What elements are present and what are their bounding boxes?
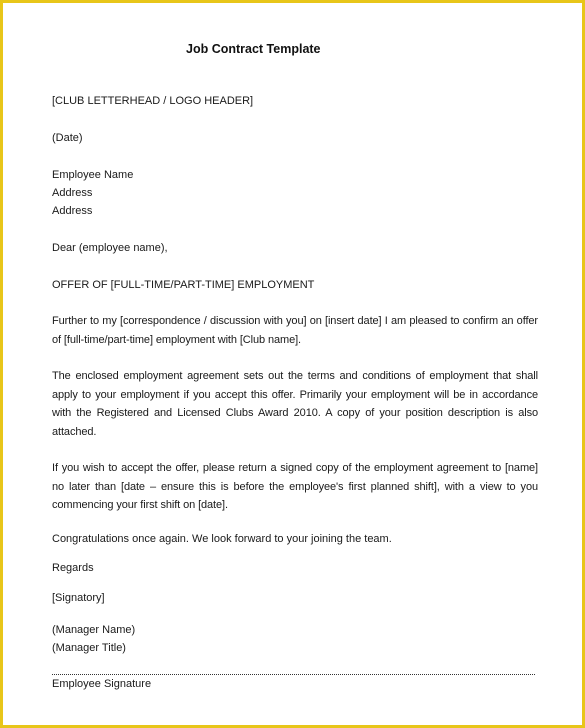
document-title: Job Contract Template [186,42,321,56]
signatory-placeholder: [Signatory] [52,592,105,604]
subject-line: OFFER OF [FULL-TIME/PART-TIME] EMPLOYMENT [52,279,315,291]
signature-line [52,674,535,675]
letterhead-placeholder: [CLUB LETTERHEAD / LOGO HEADER] [52,95,254,107]
date-placeholder: (Date) [52,132,83,144]
manager-title: (Manager Title) [52,642,126,654]
manager-name: (Manager Name) [52,624,136,636]
paragraph-acceptance: If you wish to accept the offer, please return a signed copy of the employment agreement to [name] no later than [date – ensure this is before the employee's first planned shift], with a view to you commencing your first shift on [date]. [52,462,538,512]
paragraph-agreement: The enclosed employment agreement sets out the terms and conditions of employment that shall apply to your employment if you accept this offer. Primarily your employment will be in accordance with the Registered and Licensed Clubs Award 2010. A copy of your position description is also attached. [52,370,538,438]
paragraph-congratulations: Congratulations once again. We look forward to your joining the team. [52,533,392,545]
recipient-address-2: Address [52,205,93,217]
closing: Regards [52,562,94,574]
recipient-name: Employee Name [52,169,134,181]
salutation: Dear (employee name), [52,242,168,254]
paragraph-offer: Further to my [correspondence / discussion with you] on [insert date] I am pleased to confirm an offer of [full-time/part-time] employment with [Club name]. [52,315,538,346]
recipient-address-1: Address [52,187,93,199]
employee-signature-label: Employee Signature [52,678,152,690]
